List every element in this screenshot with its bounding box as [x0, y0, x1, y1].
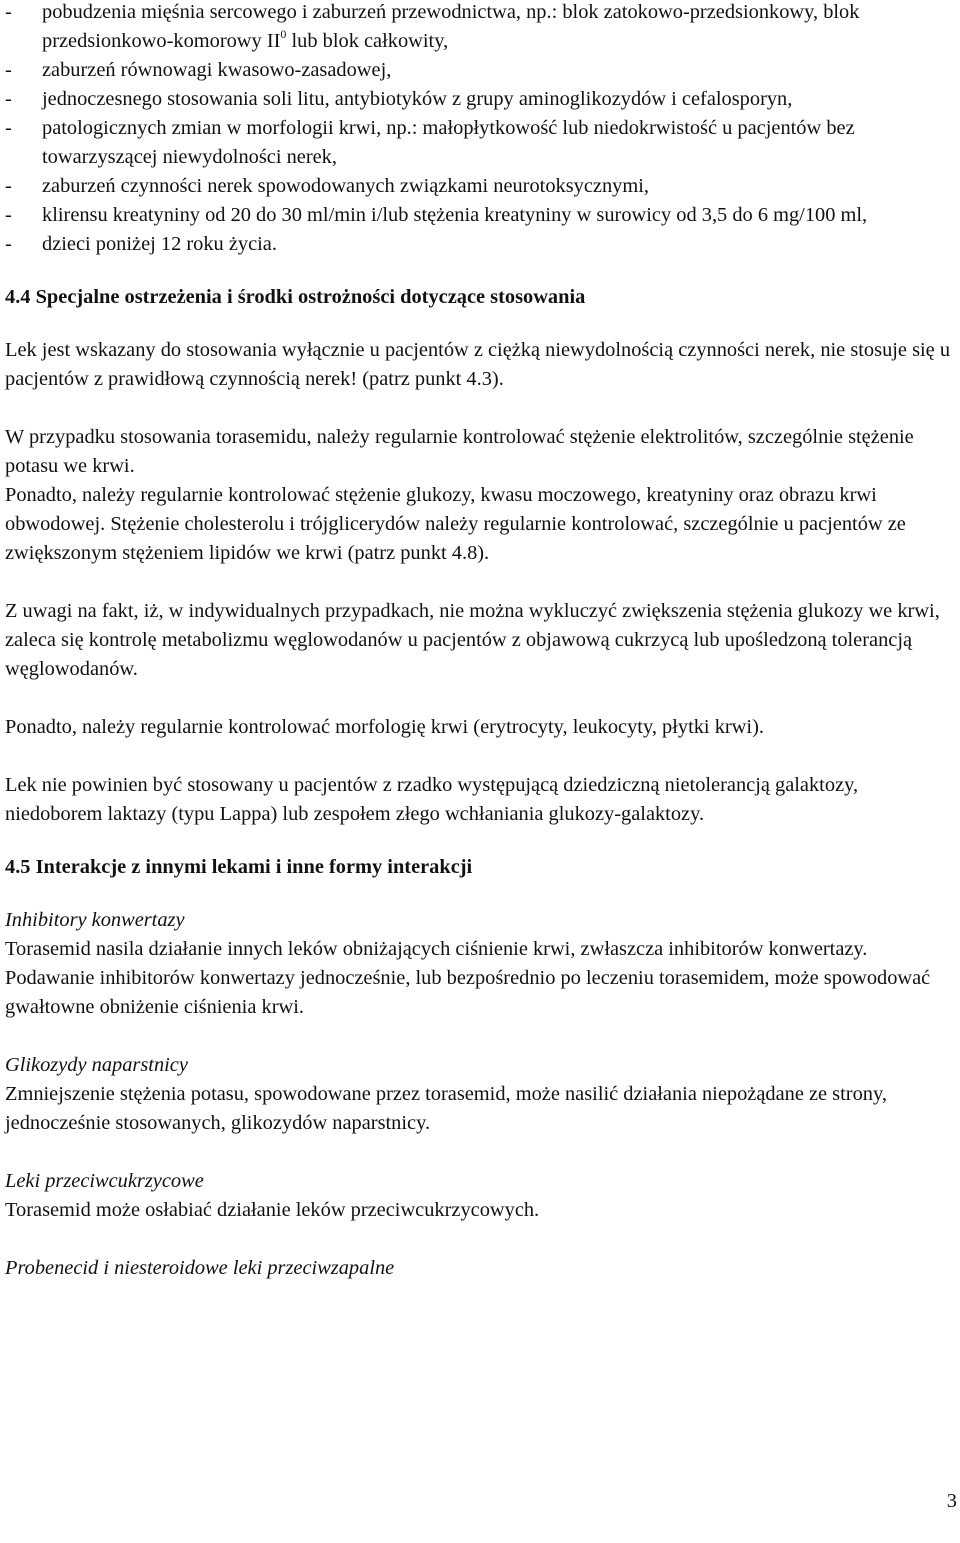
paragraph: Ponadto, należy regularnie kontrolować morfologię krwi (erytrocyty, leukocyty, płytki krwi). [5, 716, 764, 738]
list-item-text: zaburzeń równowagi kwasowo-zasadowej, [42, 59, 392, 81]
list-dash: - [5, 233, 12, 255]
list-dash: - [5, 204, 12, 226]
list-item [5, 114, 955, 172]
subheading: Glikozydy naparstnicy [5, 1054, 188, 1076]
list-item [5, 201, 955, 230]
paragraph: Zmniejszenie stężenia potasu, spowodowane przez torasemid, może nasilić działania niepożądane ze strony, jednocześnie stosowanych, glikozydów naparstnicy. [5, 1083, 887, 1134]
list-item [5, 85, 955, 114]
list-item-text: zaburzeń czynności nerek spowodowanych związkami neurotoksycznymi, [42, 175, 649, 197]
list-item [5, 56, 955, 85]
list-item-text: klirensu kreatyniny od 20 do 30 ml/min i/lub stężenia kreatyniny w surowicy od 3,5 do 6 mg/100 ml, [42, 204, 868, 226]
section-heading-4-4: 4.4 Specjalne ostrzeżenia i środki ostrożności dotyczące stosowania [5, 286, 586, 308]
section-heading-4-5: 4.5 Interakcje z innymi lekami i inne formy interakcji [5, 856, 473, 878]
list-item [5, 230, 955, 259]
list-dash: - [5, 59, 12, 81]
list-item [5, 0, 955, 56]
list-dash: - [5, 1, 12, 23]
list-item-text: pobudzenia mięśnia sercowego i zaburzeń przewodnictwa, np.: blok zatokowo-przedsionkowy, blok przedsionkowo-komorowy II [42, 1, 860, 52]
subheading: Inhibitory konwertazy [5, 909, 185, 931]
document-page [5, 0, 955, 1283]
page-number: 3 [946, 1490, 957, 1512]
subheading: Probenecid i niesteroidowe leki przeciwzapalne [5, 1257, 395, 1279]
paragraph: Torasemid może osłabiać działanie leków przeciwcukrzycowych. [5, 1199, 540, 1221]
list-item-text: dzieci poniżej 12 roku życia. [42, 233, 277, 255]
list-item [5, 172, 955, 201]
paragraph: Lek jest wskazany do stosowania wyłącznie u pacjentów z ciężką niewydolnością czynności nerek, nie stosuje się u pacjentów z prawidłową czynnością nerek! (patrz punkt 4.3). [5, 339, 951, 390]
paragraph: Lek nie powinien być stosowany u pacjentów z rzadko występującą dziedziczną nietolerancją galaktozy, niedoborem laktazy (typu Lappa) lub zespołem złego wchłaniania glukozy-galaktozy. [5, 774, 859, 825]
list-item-text: patologicznych zmian w morfologii krwi, np.: małopłytkowość lub niedokrwistość u pacjentów bez towarzyszącej niewydolności nerek, [42, 117, 855, 168]
paragraph: W przypadku stosowania torasemidu, należy regularnie kontrolować stężenie elektrolitów, szczególnie stężenie potasu we krwi. [5, 426, 914, 477]
subheading: Leki przeciwcukrzycowe [5, 1170, 204, 1192]
list-dash: - [5, 117, 12, 139]
list-dash: - [5, 175, 12, 197]
list-item-text: lub blok całkowity, [286, 30, 449, 52]
superscript: 0 [280, 27, 287, 41]
list-dash: - [5, 88, 12, 110]
paragraph: Torasemid nasila działanie innych leków obniżających ciśnienie krwi, zwłaszcza inhibitorów konwertazy. Podawanie inhibitorów konwertazy jednocześnie, lub bezpośrednio po leczeniu torasemidem, może spowodować gwałtowne obniżenie ciśnienia krwi. [5, 938, 931, 1018]
list-item-text: jednoczesnego stosowania soli litu, antybiotyków z grupy aminoglikozydów i cefalosporyn, [42, 88, 793, 110]
paragraph: Z uwagi na fakt, iż, w indywidualnych przypadkach, nie można wykluczyć zwiększenia stężenia glukozy we krwi, zaleca się kontrolę metabolizmu węglowodanów u pacjentów z objawową cukrzycą lub upośledzoną tolerancją węglowodanów. [5, 600, 940, 680]
paragraph: Ponadto, należy regularnie kontrolować stężenie glukozy, kwasu moczowego, kreatyniny oraz obrazu krwi obwodowej. Stężenie cholesterolu i trójglicerydów należy regularnie kontrolować, szczególnie u pacjentów ze zwiększonym stężeniem lipidów we krwi (patrz punkt 4.8). [5, 484, 906, 564]
